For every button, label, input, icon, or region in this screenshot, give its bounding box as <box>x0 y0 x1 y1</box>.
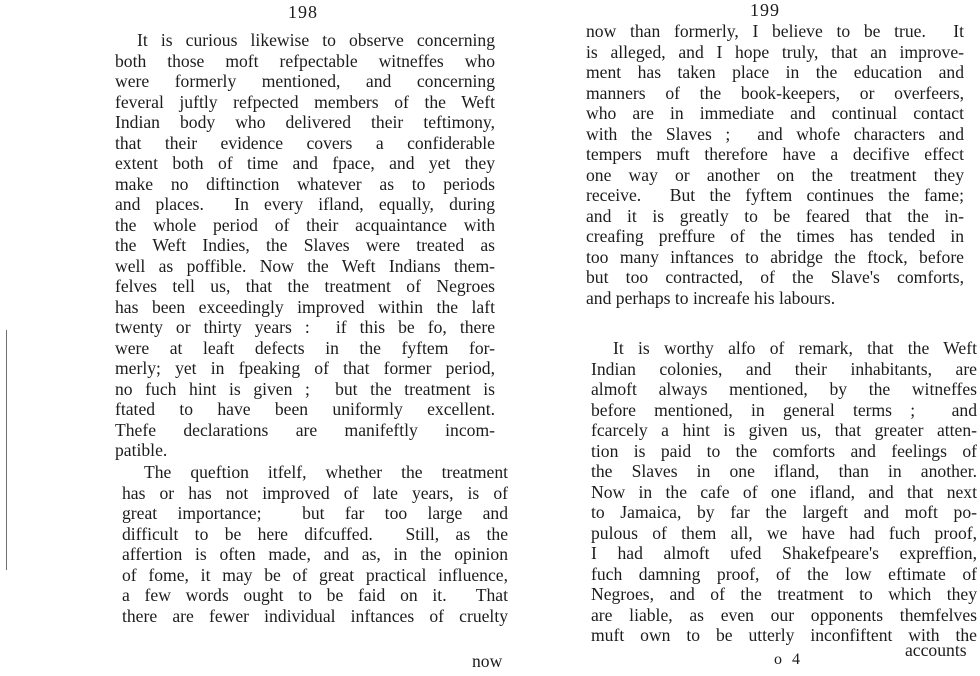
text-line: too many inftances to abridge the ftock, before <box>586 246 964 267</box>
text-line: ftated to have been uniformly excellent. <box>115 399 495 419</box>
text-line: and perhaps to increafe his labours. <box>586 287 836 308</box>
text-line: is alleged, and I hope truly, that an improve- <box>586 41 964 62</box>
text-line: one way or another on the treatment they <box>586 164 964 185</box>
text-line: the Weft Indies, the Slaves were treated as <box>115 235 495 255</box>
text-line: the Slaves in one ifland, than in another. <box>591 461 977 481</box>
text-line: but too contracted, of the Slave's comforts, <box>586 267 964 287</box>
text-line: affertion is often made, and as, in the opinion <box>122 544 508 564</box>
text-line: Negroes, and of the treatment to which they <box>591 584 977 604</box>
text-line: receive. But the fyftem continues the fame; <box>586 185 964 205</box>
text-line: patible. <box>115 440 168 460</box>
text-line: are liable, as even our opponents themfelves <box>591 604 977 625</box>
left-catchword: now <box>472 651 503 671</box>
text-line: muft own to be utterly inconfiftent with the <box>591 625 977 645</box>
right-paragraph-2 <box>591 338 977 646</box>
left-paragraph-2 <box>122 462 508 626</box>
text-line: of fome, it may be of great practical influence, <box>122 564 508 585</box>
text-line: both those moft refpectable witneffes who <box>115 50 495 71</box>
text-line: fuch damning proof, of the low eftimate of <box>591 563 977 584</box>
text-line: and places. In every ifland, equally, during <box>115 194 495 214</box>
text-line: there are fewer individual inftances of cruelty <box>122 605 508 626</box>
text-line: great importance; but far too large and <box>122 503 508 523</box>
text-line: fcarcely a hint is given us, that greater atten- <box>591 420 977 440</box>
text-line: were at leaft defects in the fyftem for- <box>115 337 495 358</box>
text-line: It is curious likewise to observe concerning <box>137 30 495 50</box>
text-line: difficult to be here difcuffed. Still, as the <box>122 523 508 544</box>
text-line: with the Slaves ; and whofe characters and <box>586 123 964 144</box>
left-page-number: 198 <box>288 2 318 22</box>
text-line: It is worthy alfo of remark, that the Weft <box>613 338 977 358</box>
text-line: tion is paid to the comforts and feelings of <box>591 440 977 461</box>
text-line: a few words ought to be faid on it. That <box>122 585 508 605</box>
text-line: creafing preffure of the times has tended in <box>586 226 964 246</box>
text-line: Thefe declarations are manifeftly incom- <box>115 419 495 440</box>
text-line: make no diftinction whatever as to periods <box>115 173 495 194</box>
text-line: that their evidence covers a confiderable <box>115 132 495 153</box>
right-paragraph-1 <box>586 21 964 308</box>
text-line: and it is greatly to be feared that the in- <box>586 205 964 226</box>
text-line: well as poffible. Now the Weft Indians them- <box>115 255 495 276</box>
text-line: were formerly mentioned, and concerning <box>115 71 495 91</box>
text-line: the whole period of their acquaintance with <box>115 214 495 235</box>
text-line: pulous of them all, we have had fuch proof, <box>591 522 977 543</box>
left-paragraph-1 <box>115 30 495 461</box>
text-line: almoft always mentioned, by the witneffes <box>591 379 977 399</box>
text-line: felves tell us, that the treatment of Negroes <box>115 276 495 296</box>
text-line: Indian colonies, and their inhabitants, are <box>591 358 977 379</box>
signature-mark: o 4 <box>774 651 803 668</box>
text-line: now than formerly, I believe to be true. It <box>586 21 964 41</box>
text-line: before mentioned, in general terms ; and <box>591 399 977 420</box>
text-line: feveral juftly refpected members of the Weft <box>115 91 495 112</box>
text-line: merly; yet in fpeaking of that former period, <box>115 358 495 378</box>
right-catchword: accounts <box>905 640 967 660</box>
text-line: manners of the book-keepers, or overfeers, <box>586 82 964 103</box>
text-line: who are in immediate and continual contact <box>586 103 964 123</box>
text-line: has been exceedingly improved within the laft <box>115 296 495 317</box>
text-line: no fuch hint is given ; but the treatment is <box>115 378 495 399</box>
text-line: has or has not improved of late years, is of <box>122 482 508 503</box>
text-line: The queftion itfelf, whether the treatment <box>144 462 508 482</box>
page-edge-line <box>6 330 7 570</box>
text-line: ment has taken place in the education and <box>586 62 964 82</box>
text-line: tempers muft therefore have a decifive effect <box>586 144 964 164</box>
right-page <box>540 0 980 676</box>
text-line: extent both of time and fpace, and yet they <box>115 153 495 173</box>
text-line: to Jamaica, by far the largeft and moft po- <box>591 502 977 522</box>
text-line: twenty or thirty years : if this be fo, there <box>115 317 495 337</box>
right-page-number: 199 <box>750 0 780 20</box>
text-line: I had almoft ufed Shakefpeare's expreffion, <box>591 543 977 563</box>
text-line: Now in the cafe of one ifland, and that next <box>591 481 977 502</box>
text-line: Indian body who delivered their teftimony, <box>115 112 495 132</box>
